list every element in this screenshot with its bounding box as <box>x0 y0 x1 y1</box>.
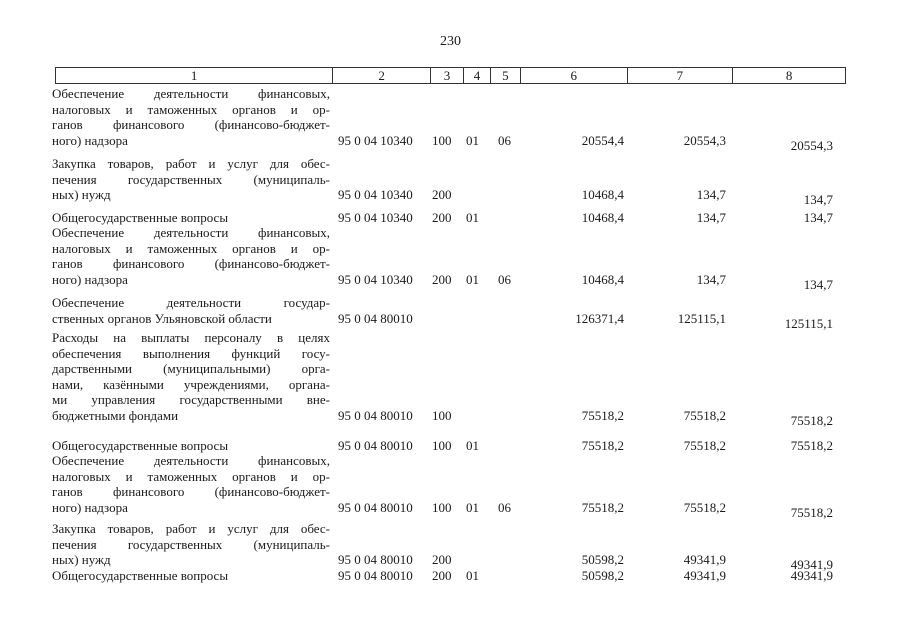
row-name-line: ми управления государственными вне- <box>52 392 330 407</box>
header-col-8: 8 <box>785 68 793 83</box>
row-value-2023: 50598,2 <box>581 552 624 567</box>
row-vr: 100 <box>432 407 452 423</box>
row-value-2025: 20554,3 <box>790 137 833 153</box>
row-name-line: Закупка товаров, работ и услуг для обес- <box>52 156 330 171</box>
row-name-line: ных) нужд <box>52 187 111 202</box>
row-vr: 100 <box>432 132 452 148</box>
row-name-line: ного) надзора <box>52 271 128 287</box>
row-value-2025: 134,7 <box>803 210 833 225</box>
row-value-2025: 75518,2 <box>790 412 833 428</box>
row-value-2023: 10468,4 <box>581 210 624 225</box>
row-code: 95 0 04 10340 <box>338 210 413 225</box>
row-value-2024: 75518,2 <box>683 407 726 423</box>
row-section: 01 <box>466 438 479 453</box>
row-name-line: Обеспечение деятельности финансовых, <box>52 453 330 468</box>
row-value-2025: 49341,9 <box>790 568 833 583</box>
row-value-2025: 75518,2 <box>790 504 833 520</box>
row-value-2023: 126371,4 <box>575 310 624 326</box>
row-value-2025: 49341,9 <box>790 557 833 572</box>
row-name-line: Общегосударственные вопросы <box>52 568 229 583</box>
row-code: 95 0 04 80010 <box>338 568 413 583</box>
row-value-2024: 134,7 <box>696 187 726 202</box>
header-col-5: 5 <box>491 68 521 83</box>
row-name <box>52 330 330 423</box>
row-name-line: налоговых и таможенных органов и ор- <box>52 240 330 256</box>
row-value-2024: 134,7 <box>696 271 726 287</box>
row-name-line: печения государственных (муниципаль- <box>52 536 330 552</box>
row-name-line: Расходы на выплаты персоналу в целях <box>52 330 330 345</box>
row-section: 01 <box>466 210 479 225</box>
row-name-line: печения государственных (муниципаль- <box>52 171 330 187</box>
header-col-3: 3 <box>431 68 464 83</box>
header-col-1: 1 <box>56 68 333 83</box>
row-vr: 200 <box>432 210 452 225</box>
row-value-2023: 20554,4 <box>581 132 624 148</box>
row-name-line: Закупка товаров, работ и услуг для обес- <box>52 521 330 536</box>
row-name <box>52 225 330 287</box>
row-value-2024: 20554,3 <box>683 132 726 148</box>
row-name-line: ного) надзора <box>52 132 128 148</box>
row-name-line: Обеспечение деятельности финансовых, <box>52 86 330 101</box>
row-value-2024: 75518,2 <box>683 499 726 515</box>
row-vr: 100 <box>432 499 452 515</box>
row-name <box>52 453 330 515</box>
row-code: 95 0 04 10340 <box>338 187 413 202</box>
row-name-line: налоговых и таможенных органов и ор- <box>52 101 330 117</box>
row-value-2024: 49341,9 <box>683 552 726 567</box>
row-name <box>52 156 330 203</box>
row-name-line: Общегосударственные вопросы <box>52 210 229 225</box>
row-code: 95 0 04 80010 <box>338 407 413 423</box>
row-vr: 200 <box>432 271 452 287</box>
row-name <box>52 86 330 148</box>
row-name <box>52 295 330 326</box>
row-section: 01 <box>466 271 479 287</box>
row-name-line: ного) надзора <box>52 499 128 515</box>
row-value-2025: 125115,1 <box>784 315 833 331</box>
row-vr: 200 <box>432 552 452 567</box>
row-name-line: Обеспечение деятельности государ- <box>52 295 330 310</box>
row-name <box>52 438 330 454</box>
row-name-line: Обеспечение деятельности финансовых, <box>52 225 330 240</box>
row-value-2024: 49341,9 <box>683 568 726 583</box>
row-value-2025: 75518,2 <box>790 438 833 453</box>
row-value-2023: 75518,2 <box>581 407 624 423</box>
row-name <box>52 210 330 226</box>
row-name-line: Общегосударственные вопросы <box>52 438 229 453</box>
table-header <box>55 67 846 84</box>
row-name-line: ных) нужд <box>52 552 111 567</box>
row-value-2023: 75518,2 <box>581 438 624 453</box>
row-value-2025: 134,7 <box>803 276 833 292</box>
row-name-line: бюджетными фондами <box>52 407 179 423</box>
row-name-line: налоговых и таможенных органов и ор- <box>52 468 330 484</box>
header-col-2: 2 <box>333 68 431 83</box>
row-subsection: 06 <box>498 132 511 148</box>
page-number: 230 <box>440 34 461 49</box>
row-name-line: ганов финансового (финансово-бюджет- <box>52 256 330 271</box>
row-code: 95 0 04 10340 <box>338 132 413 148</box>
row-code: 95 0 04 80010 <box>338 438 413 453</box>
row-subsection: 06 <box>498 499 511 515</box>
row-section: 01 <box>466 568 479 583</box>
header-col-6: 6 <box>521 68 628 83</box>
row-code: 95 0 04 80010 <box>338 552 413 567</box>
row-value-2023: 10468,4 <box>581 271 624 287</box>
row-subsection: 06 <box>498 271 511 287</box>
row-value-2024: 75518,2 <box>683 438 726 453</box>
row-code: 95 0 04 80010 <box>338 310 413 326</box>
row-name-line: ганов финансового (финансово-бюджет- <box>52 117 330 132</box>
row-name-line: обеспечения выполнения функций госу- <box>52 345 330 361</box>
row-code: 95 0 04 10340 <box>338 271 413 287</box>
row-name-line: ственных органов Ульяновской области <box>52 310 272 326</box>
row-value-2024: 125115,1 <box>677 310 726 326</box>
row-value-2023: 10468,4 <box>581 187 624 202</box>
row-name <box>52 568 330 584</box>
row-value-2023: 75518,2 <box>581 499 624 515</box>
row-vr: 100 <box>432 438 452 453</box>
row-value-2024: 134,7 <box>696 210 726 225</box>
row-name-line: дарственными (муниципальными) орга- <box>52 361 330 376</box>
row-section: 01 <box>466 499 479 515</box>
row-name-line: нами, казёнными учреждениями, органа- <box>52 376 330 392</box>
row-name <box>52 521 330 568</box>
row-value-2025: 134,7 <box>803 192 833 207</box>
row-value-2023: 50598,2 <box>581 568 624 583</box>
header-col-4: 4 <box>464 68 491 83</box>
row-section: 01 <box>466 132 479 148</box>
row-name-line: ганов финансового (финансово-бюджет- <box>52 484 330 499</box>
row-vr: 200 <box>432 568 452 583</box>
row-code: 95 0 04 80010 <box>338 499 413 515</box>
row-vr: 200 <box>432 187 452 202</box>
header-col-7: 7 <box>628 68 734 83</box>
